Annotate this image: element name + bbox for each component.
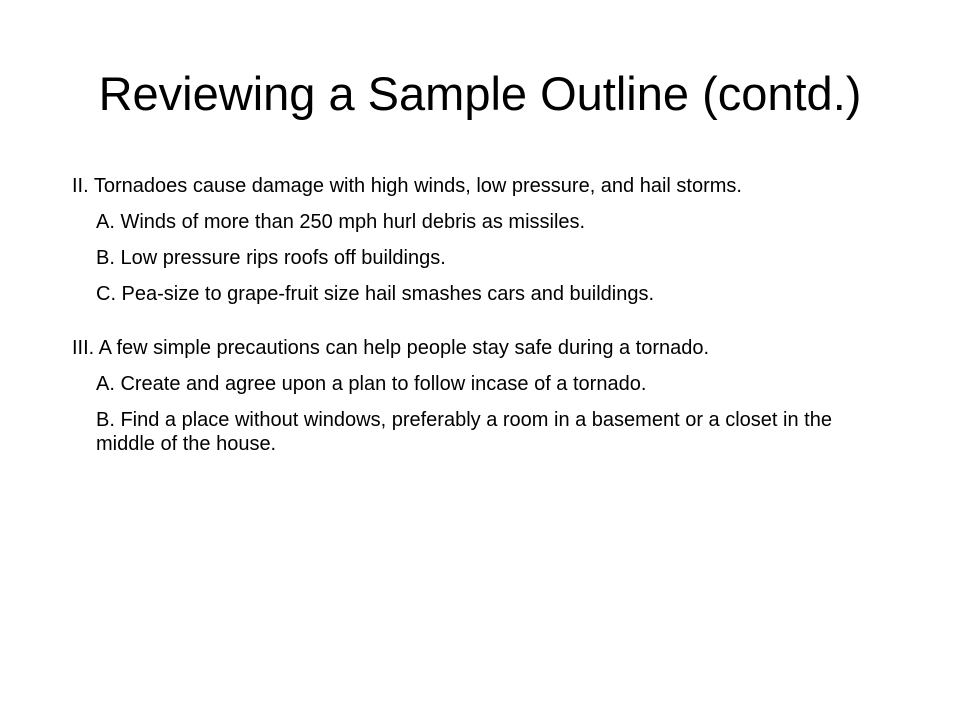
sub-point-2a: A. Winds of more than 250 mph hurl debris as missiles. xyxy=(96,211,586,233)
outline-section-2 xyxy=(72,174,892,306)
sub-point-3b: B. Find a place without windows, preferably a room in a basement or a closet in the middle of the house. xyxy=(96,409,832,455)
outline-body xyxy=(72,174,892,456)
outline-section-3 xyxy=(72,336,892,456)
main-point-2: II. Tornadoes cause damage with high winds, low pressure, and hail storms. xyxy=(72,175,742,197)
main-point-3: III. A few simple precautions can help people stay safe during a tornado. xyxy=(72,337,710,359)
slide-title: Reviewing a Sample Outline (contd.) xyxy=(98,67,862,120)
sub-point-3a: A. Create and agree upon a plan to follow incase of a tornado. xyxy=(96,373,647,395)
sub-point-2b: B. Low pressure rips roofs off buildings. xyxy=(96,247,446,269)
sub-point-2c: C. Pea-size to grape-fruit size hail smashes cars and buildings. xyxy=(96,283,655,305)
